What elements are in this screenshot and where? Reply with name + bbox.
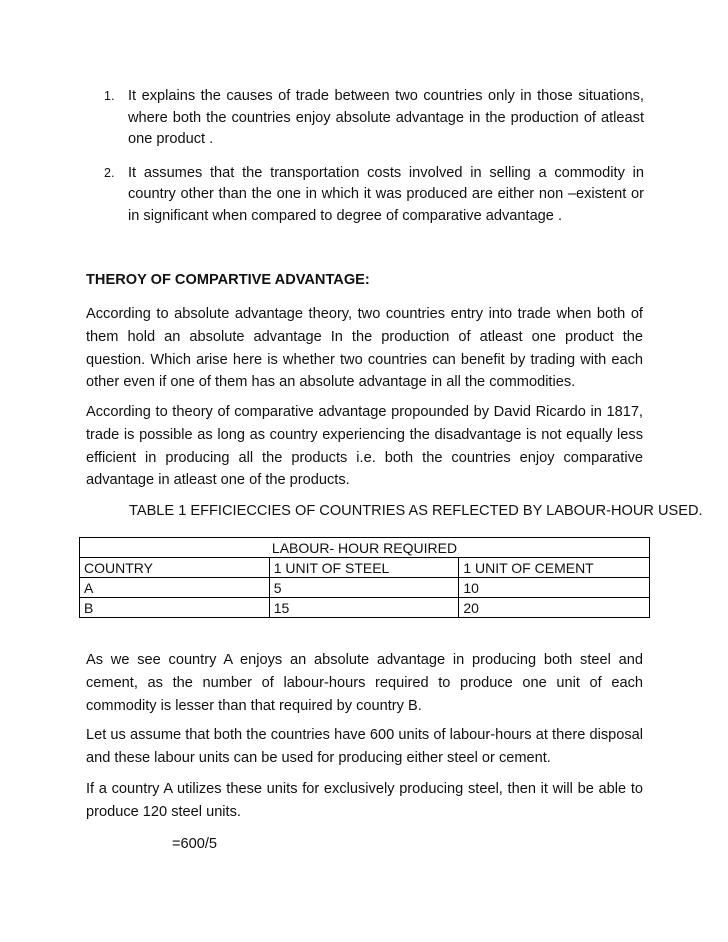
table-caption: TABLE 1 EFFICIECCIES OF COUNTRIES AS REFLECTED BY LABOUR-HOUR USED. xyxy=(129,503,703,519)
header-cell-country: COUNTRY xyxy=(80,558,270,578)
paragraph-country-a-advantage: As we see country A enjoys an absolute advantage in producing both steel and cement, as the number of labour-hours required to produce one unit of each commodity is lesser than that required by country B. xyxy=(86,652,643,714)
paragraph-steel-production: If a country A utilizes these units for exclusively producing steel, then it will be able to produce 120 steel units. xyxy=(86,781,643,820)
list-number: 2. xyxy=(104,165,115,180)
list-item xyxy=(104,86,644,151)
paragraph-comparative-advantage: According to theory of comparative advantage propounded by David Ricardo in 1817, trade is possible as long as country experiencing the disadvantage is not equally less efficient in producing all the products i.e. both the countries enjoy comparative advantage in atleast one of the products. xyxy=(86,404,643,489)
formula: =600/5 xyxy=(172,836,218,852)
table-header-row xyxy=(80,558,650,578)
table-cell: A xyxy=(80,578,270,598)
list-number: 1. xyxy=(104,89,115,103)
table-cell: 15 xyxy=(269,598,459,618)
paragraph-absolute-advantage: According to absolute advantage theory, two countries entry into trade when both of them hold an absolute advantage In the production of atleast one product the question. Which arise here is whether two countries can benefit by trading with each other even if one of them has an absolute advantage in all the commodities. xyxy=(86,306,643,391)
table-cell: 5 xyxy=(269,578,459,598)
efficiency-table xyxy=(79,537,650,618)
section-heading: THEROY OF COMPARTIVE ADVANTAGE: xyxy=(86,272,370,288)
paragraph-labour-assumption: Let us assume that both the countries have 600 units of labour-hours at there disposal and these labour units can be used for producing either steel or cement. xyxy=(86,727,643,766)
list-item xyxy=(104,163,644,228)
table-cell: B xyxy=(80,598,270,618)
table-cell: 20 xyxy=(459,598,650,618)
numbered-list xyxy=(104,86,644,239)
list-item-text: It explains the causes of trade between two countries only in those situations, where both the countries enjoy absolute advantage in the production of atleast one product . xyxy=(128,88,644,147)
group-header-cell: LABOUR- HOUR REQUIRED xyxy=(80,538,650,558)
table-group-header-row xyxy=(80,538,650,558)
header-cell-cement: 1 UNIT OF CEMENT xyxy=(459,558,650,578)
header-cell-steel: 1 UNIT OF STEEL xyxy=(269,558,459,578)
list-item-text: It assumes that the transportation costs involved in selling a commodity in country other than the one in which it was produced are either non –existent or in significant when compared to degree of comparative advantage . xyxy=(128,164,644,224)
table-cell: 10 xyxy=(459,578,650,598)
table-row xyxy=(80,598,650,618)
table-row xyxy=(80,578,650,598)
